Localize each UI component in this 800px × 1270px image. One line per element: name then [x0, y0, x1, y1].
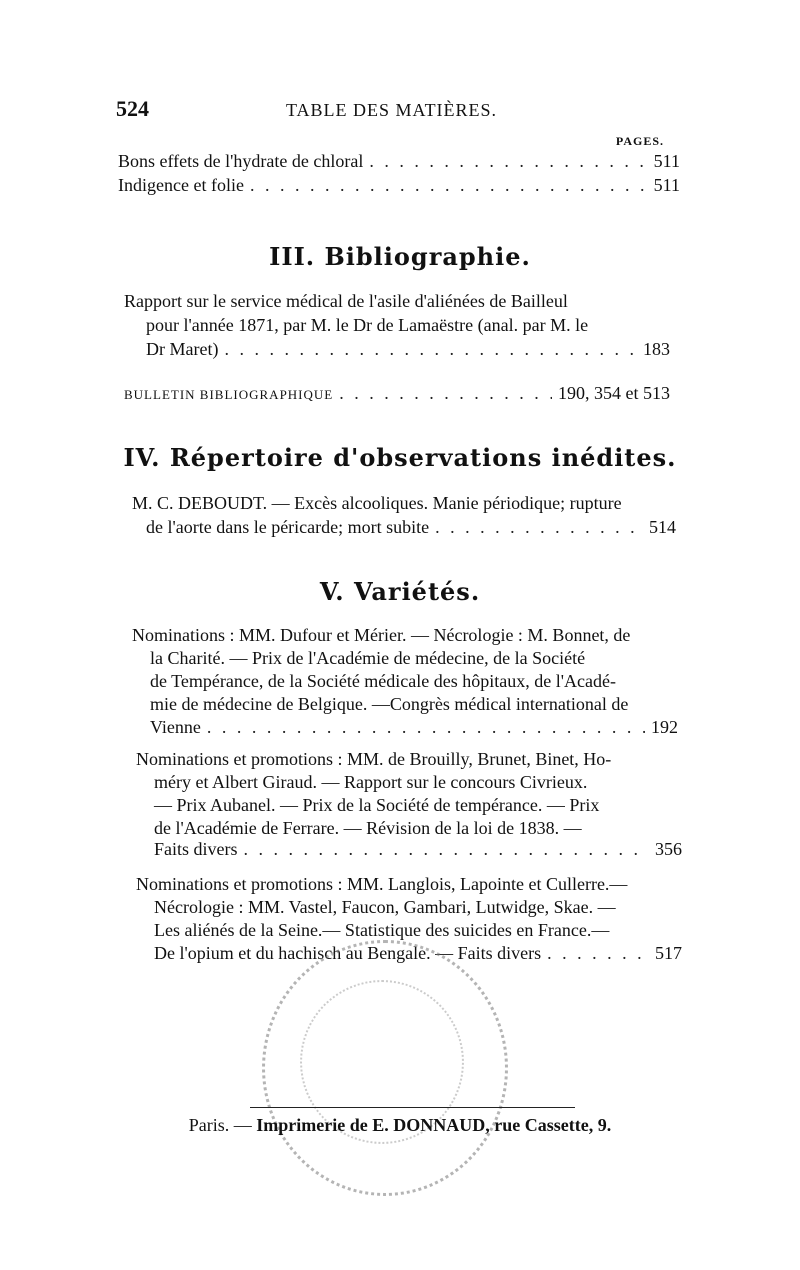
- section-heading-varietes: V. Variétés.: [319, 577, 481, 606]
- printer-imprint: [0, 1115, 800, 1136]
- imprint-rule: [250, 1107, 575, 1108]
- leader-dots: [435, 516, 643, 538]
- varietes-2-line-4: de l'Académie de Ferrare. — Révision de la loi de 1838. —: [154, 818, 582, 838]
- toc-entry-text: de l'aorte dans le péricarde; mort subite: [146, 517, 430, 537]
- running-title: TABLE DES MATIÈRES.: [286, 100, 498, 120]
- toc-entry-page: 183: [643, 339, 670, 359]
- varietes-1-line-3: de Tempérance, de la Société médicale des hôpitaux, de l'Acadé-: [150, 671, 616, 691]
- page-header: [116, 96, 676, 126]
- toc-entry-page: 356: [655, 839, 682, 859]
- toc-entry-text: BULLETIN BIBLIOGRAPHIQUE: [124, 387, 334, 402]
- varietes-2-line-1: Nominations et promotions : MM. de Brouilly, Brunet, Binet, Ho-: [136, 749, 612, 769]
- leader-dots: [207, 716, 645, 738]
- toc-entry-page: 517: [655, 943, 682, 963]
- section-heading-repertoire: IV. Répertoire d'observations inédites.: [123, 443, 677, 472]
- varietes-1-line-4: mie de médecine de Belgique. —Congrès médical international de: [150, 694, 629, 714]
- toc-entry: [150, 716, 678, 738]
- toc-entry: [146, 338, 670, 360]
- toc-entry: [124, 382, 670, 406]
- toc-entry-text: Dr Maret): [146, 339, 219, 359]
- leader-dots: [224, 338, 637, 360]
- toc-entry-page: 511: [653, 175, 680, 195]
- toc-entry-text: Indigence et folie: [118, 175, 244, 195]
- page-number: 524: [116, 96, 149, 121]
- toc-entry: [118, 150, 680, 172]
- imprint-prefix: Paris. —: [188, 1115, 257, 1135]
- toc-entry-page: 192: [651, 717, 678, 737]
- toc-entry-page: 514: [649, 517, 676, 537]
- varietes-1-line-2: la Charité. — Prix de l'Académie de médecine, de la Société: [150, 648, 586, 668]
- leader-dots: [339, 382, 552, 404]
- imprint-text: Imprimerie de E. DONNAUD, rue Cassette, 9.: [256, 1115, 612, 1135]
- toc-entry: [118, 174, 680, 196]
- leader-dots: [250, 174, 648, 196]
- varietes-3-line-3: Les aliénés de la Seine.— Statistique des suicides en France.—: [154, 920, 610, 940]
- pages-column-label: PAGES.: [615, 134, 664, 148]
- deboudt-line-1: M. C. DEBOUDT. — Excès alcooliques. Manie périodique; rupture: [132, 493, 622, 513]
- varietes-2-line-2: méry et Albert Giraud. — Rapport sur le concours Civrieux.: [154, 772, 588, 792]
- toc-entry: [154, 838, 682, 860]
- varietes-2-line-3: — Prix Aubanel. — Prix de la Société de tempérance. — Prix: [154, 795, 600, 815]
- rapport-line-1: Rapport sur le service médical de l'asile d'aliénées de Bailleul: [124, 291, 568, 311]
- leader-dots: [547, 942, 649, 964]
- section-heading-bibliographie: III. Bibliographie.: [269, 242, 531, 271]
- toc-entry-text: Faits divers: [154, 839, 238, 859]
- toc-entry-text: Vienne: [150, 717, 201, 737]
- varietes-3-line-1: Nominations et promotions : MM. Langlois, Lapointe et Cullerre.—: [136, 874, 628, 894]
- toc-entry-page: 511: [653, 151, 680, 171]
- varietes-3-line-2: Nécrologie : MM. Vastel, Faucon, Gambari, Lutwidge, Skae. —: [154, 897, 616, 917]
- leader-dots: [244, 838, 650, 860]
- toc-entry-page: 190, 354 et 513: [558, 383, 670, 403]
- varietes-1-line-1: Nominations : MM. Dufour et Mérier. — Nécrologie : M. Bonnet, de: [132, 625, 631, 645]
- rapport-line-2: pour l'année 1871, par M. le Dr de Lamaëstre (anal. par M. le: [146, 315, 589, 335]
- toc-entry: [146, 516, 676, 538]
- leader-dots: [369, 150, 647, 172]
- toc-entry-text: Bons effets de l'hydrate de chloral: [118, 151, 364, 171]
- toc-entry-text: De l'opium et du hachisch au Bengale. — Faits divers: [154, 943, 542, 963]
